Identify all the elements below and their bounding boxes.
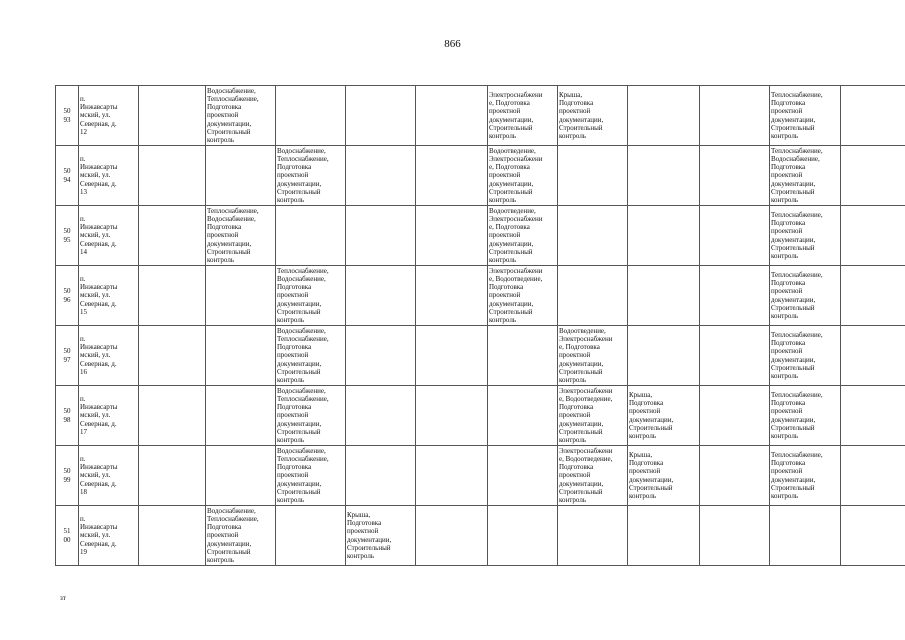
- work-type-cell: [628, 86, 700, 146]
- work-type-cell: Теплоснабжение, Подготовка проектной документации, Строительный контроль: [770, 206, 841, 266]
- work-type-cell: [558, 146, 628, 206]
- table-body: [56, 86, 905, 566]
- row-number-cell: 50 94: [56, 146, 79, 206]
- work-type-cell: Крыша, Подготовка проектной документации, Строительный контроль: [346, 506, 416, 566]
- work-type-cell: [488, 326, 558, 386]
- work-type-cell: Теплоснабжение, Водоснабжение, Подготовка проектной документации, Строительный контроль: [276, 266, 346, 326]
- work-type-cell: [558, 266, 628, 326]
- work-type-cell: [700, 326, 770, 386]
- address-cell: п. Инжавсарты мский, ул. Северная, д. 12: [79, 86, 139, 146]
- row-number-cell: 51 00: [56, 506, 79, 566]
- work-type-cell: [206, 326, 276, 386]
- work-type-cell: [770, 506, 841, 566]
- work-type-cell: [206, 266, 276, 326]
- work-type-cell: Теплоснабжение, Подготовка проектной документации, Строительный контроль: [770, 266, 841, 326]
- work-type-cell: [206, 446, 276, 506]
- work-type-cell: [276, 206, 346, 266]
- row-number-cell: 50 98: [56, 386, 79, 446]
- work-type-cell: [346, 206, 416, 266]
- work-type-cell: [346, 86, 416, 146]
- table-row: [56, 266, 905, 326]
- work-type-cell: [139, 326, 206, 386]
- table-row: [56, 506, 905, 566]
- work-type-cell: [139, 86, 206, 146]
- work-type-cell: [346, 266, 416, 326]
- table-row: [56, 86, 905, 146]
- work-type-cell: [276, 506, 346, 566]
- work-type-cell: [346, 386, 416, 446]
- work-type-cell: [488, 386, 558, 446]
- address-cell: п. Инжавсарты мский, ул. Северная, д. 16: [79, 326, 139, 386]
- work-type-cell: Крыша, Подготовка проектной документации, Строительный контроль: [628, 386, 700, 446]
- work-type-cell: [488, 506, 558, 566]
- work-type-cell: Крыша, Подготовка проектной документации, Строительный контроль: [558, 86, 628, 146]
- work-type-cell: Теплоснабжение, Подготовка проектной документации, Строительный контроль: [770, 86, 841, 146]
- footer-mark: зт: [60, 594, 66, 602]
- work-type-cell: [628, 326, 700, 386]
- work-type-cell: Электроснабжени е, Водоотведение, Подготовка проектной документации, Строительный контроль: [558, 386, 628, 446]
- row-number-cell: 50 93: [56, 86, 79, 146]
- address-cell: п. Инжавсарты мский, ул. Северная, д. 17: [79, 386, 139, 446]
- work-type-cell: Водоотведение, Электроснабжени е, Подготовка проектной документации, Строительный контроль: [488, 146, 558, 206]
- repair-schedule-table: [55, 85, 905, 566]
- work-type-cell: [139, 506, 206, 566]
- work-type-cell: [558, 206, 628, 266]
- work-type-cell: [346, 446, 416, 506]
- work-type-cell: [841, 326, 905, 386]
- work-type-cell: [416, 386, 488, 446]
- work-type-cell: [416, 446, 488, 506]
- row-number-cell: 50 97: [56, 326, 79, 386]
- work-type-cell: [346, 146, 416, 206]
- work-type-cell: [841, 86, 905, 146]
- work-type-cell: [841, 206, 905, 266]
- table-row: [56, 326, 905, 386]
- work-type-cell: [700, 86, 770, 146]
- work-type-cell: [841, 146, 905, 206]
- work-type-cell: Водоснабжение, Теплоснабжение, Подготовка проектной документации, Строительный контроль: [276, 326, 346, 386]
- work-type-cell: Теплоснабжение, Водоснабжение, Подготовка проектной документации, Строительный контроль: [206, 206, 276, 266]
- work-type-cell: Электроснабжени е, Водоотведение, Подготовка проектной документации, Строительный контроль: [488, 266, 558, 326]
- work-type-cell: [416, 206, 488, 266]
- work-type-cell: [139, 446, 206, 506]
- work-type-cell: [416, 146, 488, 206]
- work-type-cell: [628, 506, 700, 566]
- address-cell: п. Инжавсарты мский, ул. Северная, д. 14: [79, 206, 139, 266]
- row-number-cell: 50 96: [56, 266, 79, 326]
- table-row: [56, 146, 905, 206]
- address-cell: п. Инжавсарты мский, ул. Северная, д. 15: [79, 266, 139, 326]
- work-type-cell: Водоотведение, Электроснабжени е, Подготовка проектной документации, Строительный контроль: [558, 326, 628, 386]
- work-type-cell: [139, 386, 206, 446]
- work-type-cell: Водоотведение, Электроснабжени е, Подготовка проектной документации, Строительный контроль: [488, 206, 558, 266]
- table-row: [56, 386, 905, 446]
- work-type-cell: Крыша, Подготовка проектной документации, Строительный контроль: [628, 446, 700, 506]
- work-type-cell: [841, 506, 905, 566]
- work-type-cell: [628, 266, 700, 326]
- address-cell: п. Инжавсарты мский, ул. Северная, д. 13: [79, 146, 139, 206]
- work-type-cell: [416, 86, 488, 146]
- page-number: 866: [444, 38, 461, 50]
- work-type-cell: [139, 206, 206, 266]
- work-type-cell: [700, 386, 770, 446]
- work-type-cell: Теплоснабжение, Подготовка проектной документации, Строительный контроль: [770, 386, 841, 446]
- work-type-cell: [139, 146, 206, 206]
- row-number-cell: 50 99: [56, 446, 79, 506]
- work-type-cell: [700, 506, 770, 566]
- work-type-cell: Водоснабжение, Теплоснабжение, Подготовка проектной документации, Строительный контроль: [276, 446, 346, 506]
- work-type-cell: Электроснабжени е, Подготовка проектной документации, Строительный контроль: [488, 86, 558, 146]
- table-row: [56, 206, 905, 266]
- row-number-cell: 50 95: [56, 206, 79, 266]
- work-type-cell: [628, 146, 700, 206]
- address-cell: п. Инжавсарты мский, ул. Северная, д. 19: [79, 506, 139, 566]
- work-type-cell: [841, 386, 905, 446]
- work-type-cell: Водоснабжение, Теплоснабжение, Подготовка проектной документации, Строительный контроль: [206, 86, 276, 146]
- work-type-cell: [628, 206, 700, 266]
- work-type-cell: Водоснабжение, Теплоснабжение, Подготовка проектной документации, Строительный контроль: [276, 386, 346, 446]
- work-type-cell: [276, 86, 346, 146]
- work-type-cell: [139, 266, 206, 326]
- work-type-cell: Теплоснабжение, Подготовка проектной документации, Строительный контроль: [770, 326, 841, 386]
- work-type-cell: Электроснабжени е, Водоотведение, Подготовка проектной документации, Строительный контроль: [558, 446, 628, 506]
- work-type-cell: [488, 446, 558, 506]
- work-type-cell: Теплоснабжение, Водоснабжение, Подготовка проектной документации, Строительный контроль: [770, 146, 841, 206]
- work-type-cell: [416, 326, 488, 386]
- work-type-cell: [841, 446, 905, 506]
- work-type-cell: [206, 146, 276, 206]
- work-type-cell: Теплоснабжение, Подготовка проектной документации, Строительный контроль: [770, 446, 841, 506]
- work-type-cell: Водоснабжение, Теплоснабжение, Подготовка проектной документации, Строительный контроль: [206, 506, 276, 566]
- work-type-cell: [700, 266, 770, 326]
- table-row: [56, 446, 905, 506]
- work-type-cell: Водоснабжение, Теплоснабжение, Подготовка проектной документации, Строительный контроль: [276, 146, 346, 206]
- work-type-cell: [346, 326, 416, 386]
- work-type-cell: [206, 386, 276, 446]
- address-cell: п. Инжавсарты мский, ул. Северная, д. 18: [79, 446, 139, 506]
- work-type-cell: [416, 266, 488, 326]
- work-type-cell: [416, 506, 488, 566]
- work-type-cell: [700, 146, 770, 206]
- work-type-cell: [558, 506, 628, 566]
- work-type-cell: [841, 266, 905, 326]
- work-type-cell: [700, 206, 770, 266]
- work-type-cell: [700, 446, 770, 506]
